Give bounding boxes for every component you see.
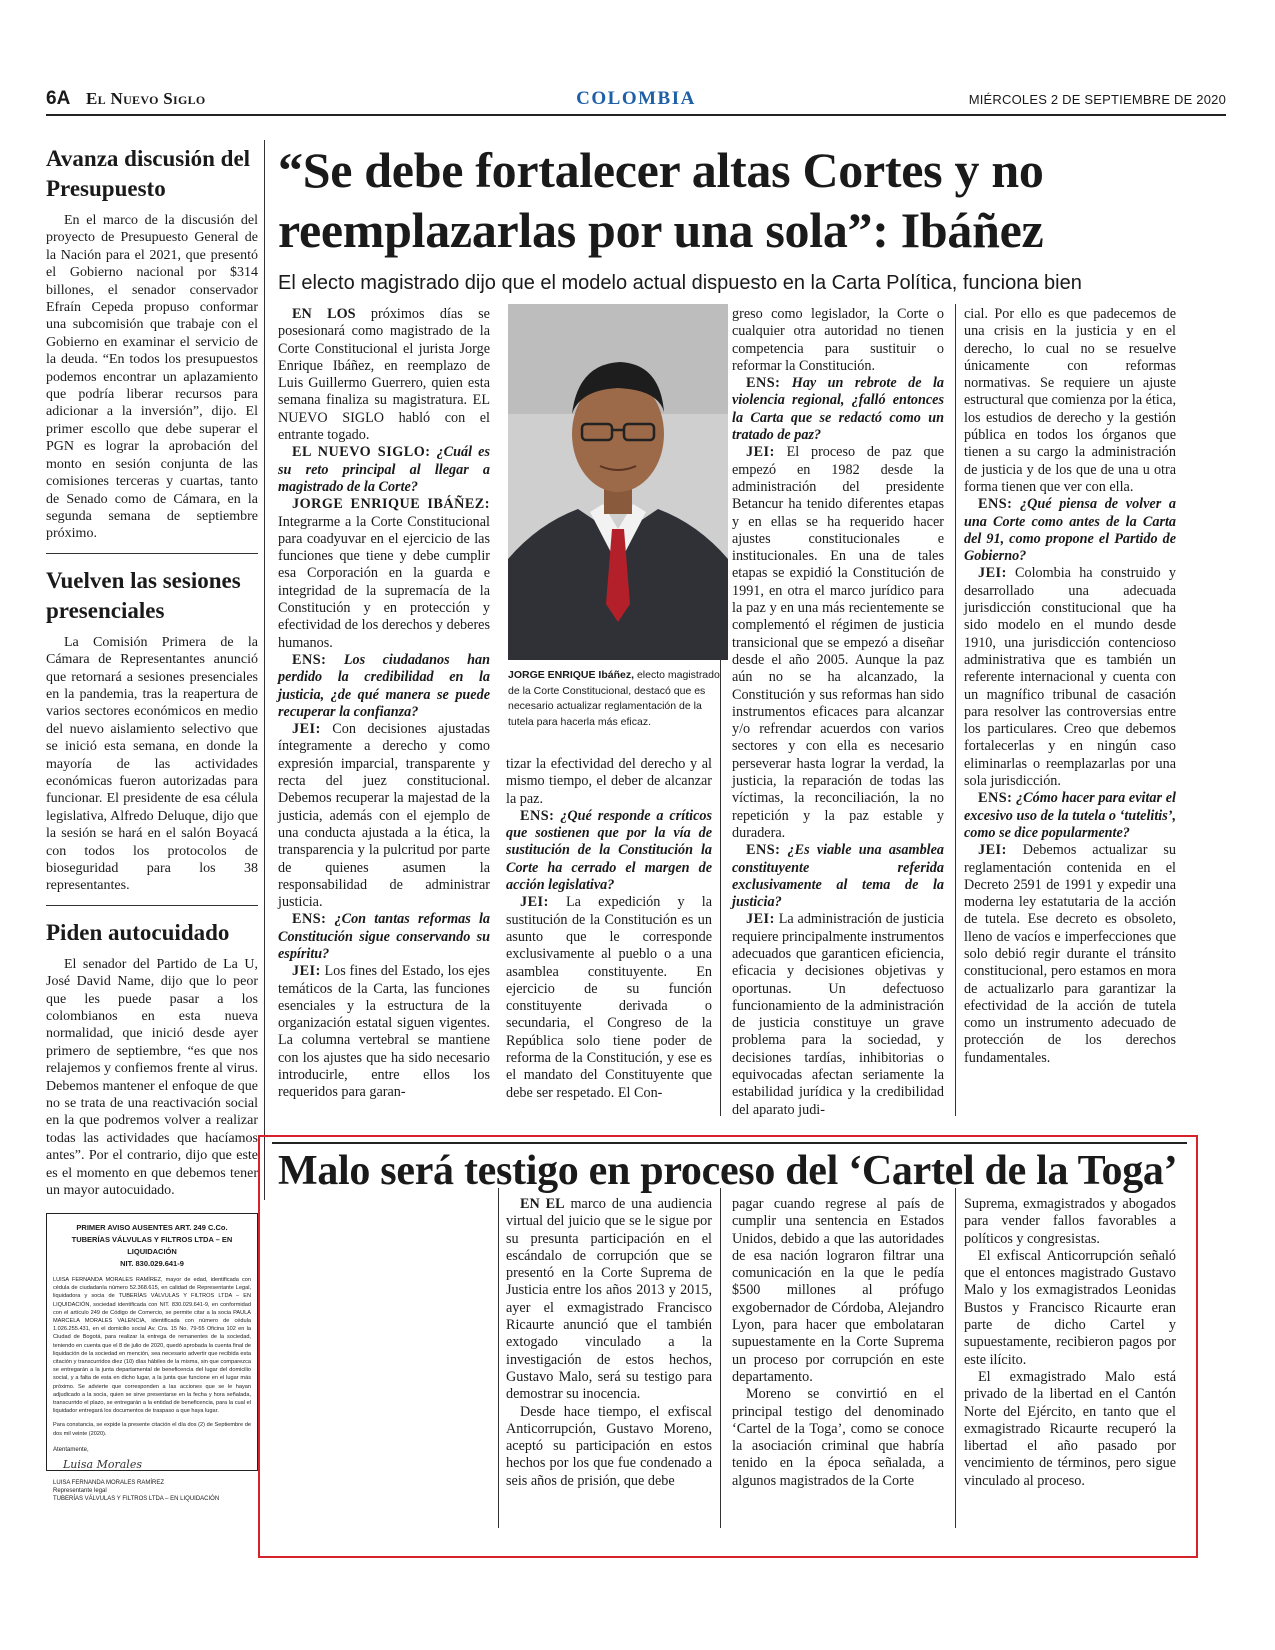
article-column-2 [506, 756, 712, 1118]
paragraph: El exmagistrado Malo está privado de la libertad en el Cantón Norte del Ejército, en tanto que el exmagistrado Ricaurte recuperó la libertad el año pasado por vencimiento de términos, pero sigue vinculado al proceso. [964, 1368, 1176, 1489]
brief-divider [46, 905, 258, 906]
paragraph: EN LOS próximos días se posesionará como magistrado de la Corte Constitucional el jurista Jorge Enrique Ibáñez, en reemplazo de Luis Guillermo Guerrero, quien esta semana finaliza su magistratura. EL NUEVO SIGLO habló con el entrante togado. [278, 306, 490, 444]
question: ENS: ¿Con tantas reformas la Constitución sigue conservando su espíritu? [278, 911, 490, 962]
answer: JEI: Con decisiones ajustadas íntegramente a derecho y como expresión imparcial, transparente y recta del juez constitucional. Debemos recuperar la majestad de la justicia, además con el ejemplo de una conducta ajustada a la ética, la transparencia y la pulcritud por parte de quienes asumen la responsabilidad de administrar justicia. [278, 721, 490, 911]
column-divider [955, 304, 956, 1116]
sidebar [46, 144, 258, 1210]
paragraph: pagar cuando regrese al país de cumplir una sentencia en Estados Unidos, debido a que las autoridades de esa nación lograron filtrar una comunicación en la que le pedía $500 millones al prófugo exgobernador de Córdoba, Alejandro Lyon, para hacer que embolataran supuestamente en la Corte Suprema un proceso por corrupción en este departamento. [732, 1196, 944, 1385]
answer: JEI: Debemos actualizar su reglamentación contenida en el Decreto 2591 de 1991 y expedir una moderna ley estatutaria de la acción de tutela. Ese decreto es obsoleto, lleno de vacíos e imperfecciones que solo debió regir durante el tránsito constitucional, pero estamos en mora de actualizarlo para garantizar la efectividad de la acción de tutela como un instrumento adecuado de protección de los derechos fundamentales. [964, 842, 1176, 1066]
brief-autocuidado [46, 918, 258, 1200]
caption-text: electo magistrado de la Corte Constitucional, destacó que es necesario actualizar reglamentación de la tutela para hacerla más eficaz. [508, 669, 720, 728]
answer: JEI: Colombia ha construido y desarrollado una adecuada jurisdicción constitucional que ha sido modelo en el mundo desde 1910, una jurisdicción contencioso administrativa que es también un referente internacional y cuenta con un magnífico tribunal de casación para resolver las controversias entre los particulares. Creo que debemos fortalecerlas y en ningún caso eliminarlas o reemplazarlas por una sola jurisdicción. [964, 565, 1176, 790]
article2-column-3 [964, 1196, 1176, 1526]
notice-closing: Para constancia, se expide la presente citación el día dos (2) de Septiembre de dos mil veinte (2020). [53, 1422, 251, 1437]
question: ENS: ¿Cómo hacer para evitar el excesivo uso de la tutela o ‘tutelitis’, como se dice popularmente? [964, 790, 1176, 841]
brief-title: Vuelven las sesiones presenciales [46, 567, 241, 623]
lead-in: EN LOS [292, 306, 356, 322]
paragraph: cial. Por ello es que padecemos de una crisis en la justicia y en el derecho, lo cual no se resuelve únicamente con reformas normativas. Se requiere un ajuste estructural que comienza por la ética, los estudios de derecho y la gestión pública en todos los órganos que tienen a su cargo la administración de justicia y de los que de una u otra forma tienen que ver con ella. [964, 306, 1176, 495]
photo-caption [508, 668, 728, 730]
article-column-1 [278, 306, 490, 1118]
paragraph: tizar la efectividad del derecho y al mismo tiempo, el deber de alcanzar la paz. [506, 756, 712, 807]
portrait-illustration [508, 304, 728, 660]
notice-nit: NIT. 830.029.641-9 [120, 1259, 184, 1268]
brief-text: La Comisión Primera de la Cámara de Representantes anunció que retornará a sesiones presenciales en la pandemia, tras la reapertura de varios sectores económicos en medio del nuevo aislamiento selectivo que se inició esta semana, en donde la mayoría de las actividades económicas fueron autorizadas para funcionar. El presidente de esa célula legislativa, Alfredo Deluque, dijo que la sesión se hará en el salón Boyacá con todos los protocolos de bioseguridad para los 38 representantes. [46, 634, 258, 894]
lead-in: EN EL [520, 1196, 565, 1212]
paragraph: Suprema, exmagistrados y abogados para vender fallos favorables a políticos y congresistas. [964, 1196, 1176, 1247]
answer: JEI: El proceso de paz que empezó en 1982 desde la administración del presidente Betancur ha tenido diferentes etapas y en ellas se ha requerido hacer ajustes constitucionales e institucionales. En una de tales etapas se expidió la Constitución de 1991, en otra el marco jurídico para la paz y en una más recientemente se complementó el régimen de justicia transicional que se empezó a diseñar desde el año 2005. Aunque la paz aún no se ha alcanzado, la Constitución y sus reformas han sido instrumentos eficaces para alcanzar y/o refrendar acuerdos con varios sectores y con ella es necesario perseverar hasta lograr la verdad, la justicia, la reparación de todas las víctimas, la reconciliación, la no repetición y la paz estable y duradera. [732, 444, 944, 841]
brief-text: En el marco de la discusión del proyecto de Presupuesto General de la Nación para el 2021, que presentó el Gobierno nacional por $314 billones, el senador conservador Efraín Cepeda propuso conformar una subcomisión que trabaje con el Gobierno en examinar el servicio de la deuda. “En todos los presupuestos podemos encontrar un aplazamiento que podría liberar recursos para adicionar a la inversión”, dijo. El primer escollo que debe superar el PGN es lograr la aprobación del monto en sesión conjunta de las comisiones terceras y cuartas, tanto de Senado como de Cámara, en la segunda semana de septiembre próximo. [46, 213, 258, 542]
legal-notice [46, 1213, 258, 1502]
notice-signer [53, 1479, 251, 1503]
question: ENS: ¿Qué responde a críticos que sostienen que por la vía de sustitución de la Constitución la Corte ha cerrado el margen de acción legislativa? [506, 807, 712, 894]
article2-rule [272, 1142, 1187, 1144]
brief-sesiones [46, 566, 258, 895]
brief-divider [46, 553, 258, 554]
article2-headline: Malo será testigo en proceso del ‘Cartel de la Toga’ [278, 1148, 1178, 1194]
page-number: 6A [46, 88, 71, 109]
sidebar-divider [264, 140, 265, 1200]
signer-name: LUISA FERNANDA MORALES RAMÍREZ [53, 1479, 165, 1486]
question: EL NUEVO SIGLO: ¿Cuál es su reto principal al llegar a magistrado de la Corte? [278, 444, 490, 495]
brief-title: Piden autocuidado [46, 919, 230, 945]
notice-body: LUISA FERNANDA MORALES RAMÍREZ, mayor de edad, identificada con cédula de ciudadanía número 52.368.615, en calidad de Representante Legal, liquidadora y socia de TUBERÍAS VÁLVULAS Y FILTROS LTDA – EN LIQUIDACIÓN, sociedad identificada con NIT. 830.029.641-9, en conformidad con el artículo 249 de Código de Comercio, se permite citar a la socia PAULA MARCELA MORALES VALENCIA, identificada con número de cédula 1.026.255.431, en el domicilio social Av. Cra. 15 No. 79-55 Oficina 102 en la Ciudad de Bogotá, para realizar la entrega de remanentes de la sociedad, teniendo en cuenta que el 8 de julio de 2020, quedó aprobada la cuenta final de liquidación de la sociedad en mención, sea necesario advertir que recibida esta citación y transcurridos diez (10) días hábiles de la misma, sin que comparezca se entregarán a la junta departamental de beneficencia del lugar del domicilio social, y a falta de esta en dicho lugar, a la junta que funcione en el lugar más próximo. Se advierte que corresponden a las acciones que se le hayan adjudicado a la socia, quien se sirve presentarse en la fecha y hora señalada, transcurrido el plazo, se entregarán a la entidad de beneficencia, para la cual el liquidador entregará los documentos de traspaso a que haya lugar. [53, 1277, 251, 1415]
paragraph: EN EL marco de una audiencia virtual del juicio que se le sigue por su presunta participación en el escándalo de corrupción que se presentó en la Corte Suprema de Justicia entre los años 2013 y 2015, ayer el exmagistrado Francisco Ricaurte anunció que el también extogado vinculado a la investigación de estos hechos, Gustavo Malo, será su testigo para demostrar su inocencia. [506, 1196, 712, 1403]
masthead [46, 88, 1226, 112]
brief-text: El senador del Partido de La U, José David Name, dijo que lo peor que les puede pasar a los colombianos en esta nueva normalidad, que inició desde ayer primero de septiembre, “es que nos relajemos y confiemos frente al virus. Debemos mantener el enfoque de que no se trata de una reactivación social en la que podremos volver a realizar todas las actividades que hacíamos antes”. Por el contrario, dijo que este es el momento en que debemos tener un mayor autocuidado. [46, 956, 258, 1199]
signer-company: TUBERÍAS VÁLVULAS Y FILTROS LTDA – EN LIQUIDACIÓN [53, 1495, 220, 1502]
paragraph: Desde hace tiempo, el exfiscal Anticorrupción, Gustavo Moreno, aceptó su participación en estos hechos por los que fue condenado a seis años de prisión, que debe [506, 1403, 712, 1489]
question: ENS: ¿Qué piensa de volver a una Corte como antes de la Carta del 91, como propone el Partido de Gobierno? [964, 496, 1176, 565]
answer: JEI: La expedición y la sustitución de la Constitución es un asunto que le corresponde exclusivamente al pueblo o a una asamblea constituyente. En ejercicio de su función constituyente derivada o secundaria, el Congreso de la República solo tiene poder de reforma de la Constitución, y ese es el mandato del Constituyente que debe ser respetado. El Con- [506, 894, 712, 1101]
question: ENS: ¿Es viable una asamblea constituyente referida exclusivamente al tema de la justicia? [732, 842, 944, 911]
section-name: COLOMBIA [576, 88, 696, 109]
article2-column-2 [732, 1196, 944, 1526]
caption-name: JORGE ENRIQUE Ibáñez, [508, 669, 635, 681]
paragraph: El exfiscal Anticorrupción señaló que el entonces magistrado Gustavo Malo y los exmagistrados Leonidas Bustos y Francisco Ricaurte eran parte de dicho Cartel y supuestamente, recibieron pagos por este ilícito. [964, 1247, 1176, 1368]
answer: JEI: La administración de justicia requiere principalmente instrumentos adecuados que garanticen eficiencia, eficacia y decisiones objetivas y oportunas. Un defectuoso funcionamiento de la administración de justicia constituye un grave problema para la sociedad, y decisiones tardías, inhibitorias o equivocadas afectan seriamente la estabilidad jurídica y la credibilidad del aparato judi- [732, 911, 944, 1118]
paragraph: greso como legislador, la Corte o cualquier otra autoridad no tienen competencia para sustituir o reformar la Constitución. [732, 306, 944, 374]
question: ENS: Los ciudadanos han perdido la credibilidad en la justicia, ¿de qué manera se puede recuperar la confianza? [278, 651, 490, 720]
masthead-rule [46, 114, 1226, 116]
brief-presupuesto [46, 144, 258, 543]
signature: Luisa Morales [63, 1457, 142, 1471]
question: ENS: Hay un rebrote de la violencia regional, ¿falló entonces la Carta que se redactó como un tratado de paz? [732, 375, 944, 444]
article-column-3 [732, 306, 944, 1118]
notice-regards: Atentamente, [53, 1446, 89, 1453]
paragraph: Moreno se convirtió en el principal testigo del denominado ‘Cartel de la Toga’, como se conoce la asociación criminal que habría tenido en la época señalada, a algunos magistrados de la Corte [732, 1386, 944, 1489]
issue-date: MIÉRCOLES 2 DE SEPTIEMBRE DE 2020 [968, 92, 1226, 107]
answer: JEI: Los fines del Estado, los ejes temáticos de la Carta, las funciones esenciales y la estructura de la organización estatal siguen vigentes. La columna vertebral se mantiene con los ajustes que ha sido necesario introducirle, entre ellos los requeridos para garan- [278, 963, 490, 1101]
notice-company: TUBERÍAS VÁLVULAS Y FILTROS LTDA – EN LIQUIDACIÓN [71, 1235, 233, 1256]
article-column-4 [964, 306, 1176, 1118]
brief-title: Avanza discusión del Presupuesto [46, 146, 251, 201]
portrait-photo [508, 304, 728, 660]
article-headline: “Se debe fortalecer altas Cortes y no reemplazarlas por una sola”: Ibáñez [278, 142, 1044, 258]
notice-heading: PRIMER AVISO AUSENTES ART. 249 C.Co. [76, 1223, 228, 1232]
article-subhead: El electo magistrado dijo que el modelo actual dispuesto en la Carta Política, funciona bien [278, 272, 1082, 294]
answer: JORGE ENRIQUE IBÁÑEZ: Integrarme a la Corte Constitucional para coadyuvar en el ejercicio de las funciones que tiene y debe cumplir esa Corporación en la guarda e integridad de la supremacía de la Constitución y en protección y efectividad de los derechos y deberes humanos. [278, 496, 490, 651]
article2-column-1 [506, 1196, 712, 1526]
signer-role: Representante legal [53, 1487, 107, 1494]
paper-name: El Nuevo Siglo [86, 89, 206, 108]
